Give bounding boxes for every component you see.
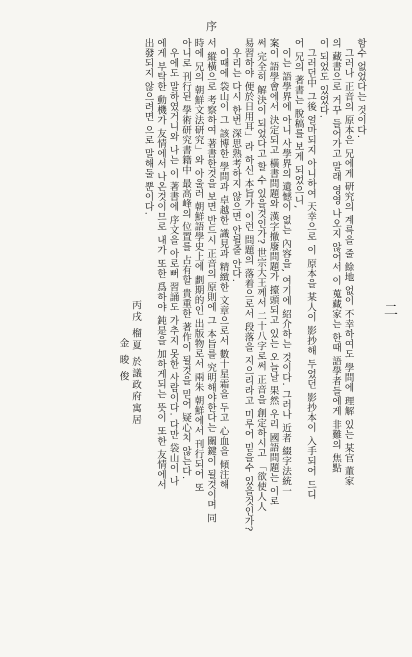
signature-name: 金 晙 俊 [117, 338, 129, 383]
text-column: 易習하야 便於日用耳」라 하신 本旨가 이런 問題의 落着으로서 段落을 지으리라고 미루어 믿을수 있을것인가? [242, 38, 254, 532]
text-column: 우리는 다시 한번 深思熟考하지 않으면 안될줄 안다. [230, 48, 241, 283]
text-column: 이때에 袋山이 그 該博한 學問과 卓越한 識見과 精緻한 文章으로서 數十星霜을 두고 心血을 傾注해 [217, 48, 229, 490]
text-column: 에게 부탁한 動機가 友情에서 나온것이므로 내가 또한 爲하야 鈍是을 加하게되는 뜻이 또한 友情에서 [155, 38, 166, 490]
page-header-marker: 序 [206, 20, 217, 33]
text-column: 함수 없었다는 것이다. [355, 38, 366, 139]
text-column: 서 縱橫으로 考察하여 著書한것을 보면 반드시 正音의 原則에 그 本旨를 究明해야한다는 關鍵이 될것이며 同 [205, 38, 216, 523]
text-column: 이는 語學界에 아니 사學界의 遺憾이 없는 內容을, 여기에 紹介하는 것이다. 그러나 近者 綴字法統一 [280, 48, 291, 497]
text-column: 그러나 正音의 原本은 兄에게 研究의 계륵을 줄 餘地 없이 不幸하여도 學問에 理解 있는 某官 董家 [342, 48, 354, 487]
text-column: 우에도 말하였거니와 나는 이 著書에 序文을 아로뻐 習誦도 가추지 못한 사람이다. 다만 袋山이 나 [167, 48, 179, 487]
signature-date: 丙戌 榴夏 於議政府寓居 [130, 300, 141, 427]
text-column: 어 兄의 著書는 脫稿를 보게 되었으니, [292, 38, 304, 209]
preface-body [40, 38, 366, 643]
text-column: 時에 兄의 朝鮮文法研究」와 아울러 朝鮮語學史上에 劃期的인 出版物로서 兩朱 朝鮮에서 刊行되어 또 [192, 38, 204, 493]
text-column: 案이 語學會에서 決定되고 橫書問題와 漢字撤廢問題가 擡頭되고 있는 오늘날 果然 우리 國語問題는 이로 [267, 38, 279, 506]
text-column: 의 藏書으로 거꾸 들어가고 말래 영영 나오지 않어서 이 蒐藏家는 한때 語學者들에게 非難의 焦點 [330, 38, 341, 473]
text-column: 아니로 刊行된 學術研究書籍中 最高峰의 位置를 占有할 貴重한 著作이 될것을 믿어 疑心치 않는다. [180, 38, 191, 480]
text-column: 써 完全히 解決이 되었다고 할 수 있을것인가? 世宗大王께서 二十八字로써 正音을 創定하시고 「欲使人人 [255, 38, 266, 512]
text-column: 이 되었도 있었다. [317, 38, 329, 119]
page-number: 二 [384, 303, 398, 319]
text-column: 出發되지 않으려면 으로 말해둘 뿐이다. [142, 38, 154, 216]
text-column: 그러던中 그後 얼마되지 아니하여 天幸으로 이 原本을 某人이 影抄해 두었던 影抄本이 入手되어 드디 [305, 48, 316, 500]
